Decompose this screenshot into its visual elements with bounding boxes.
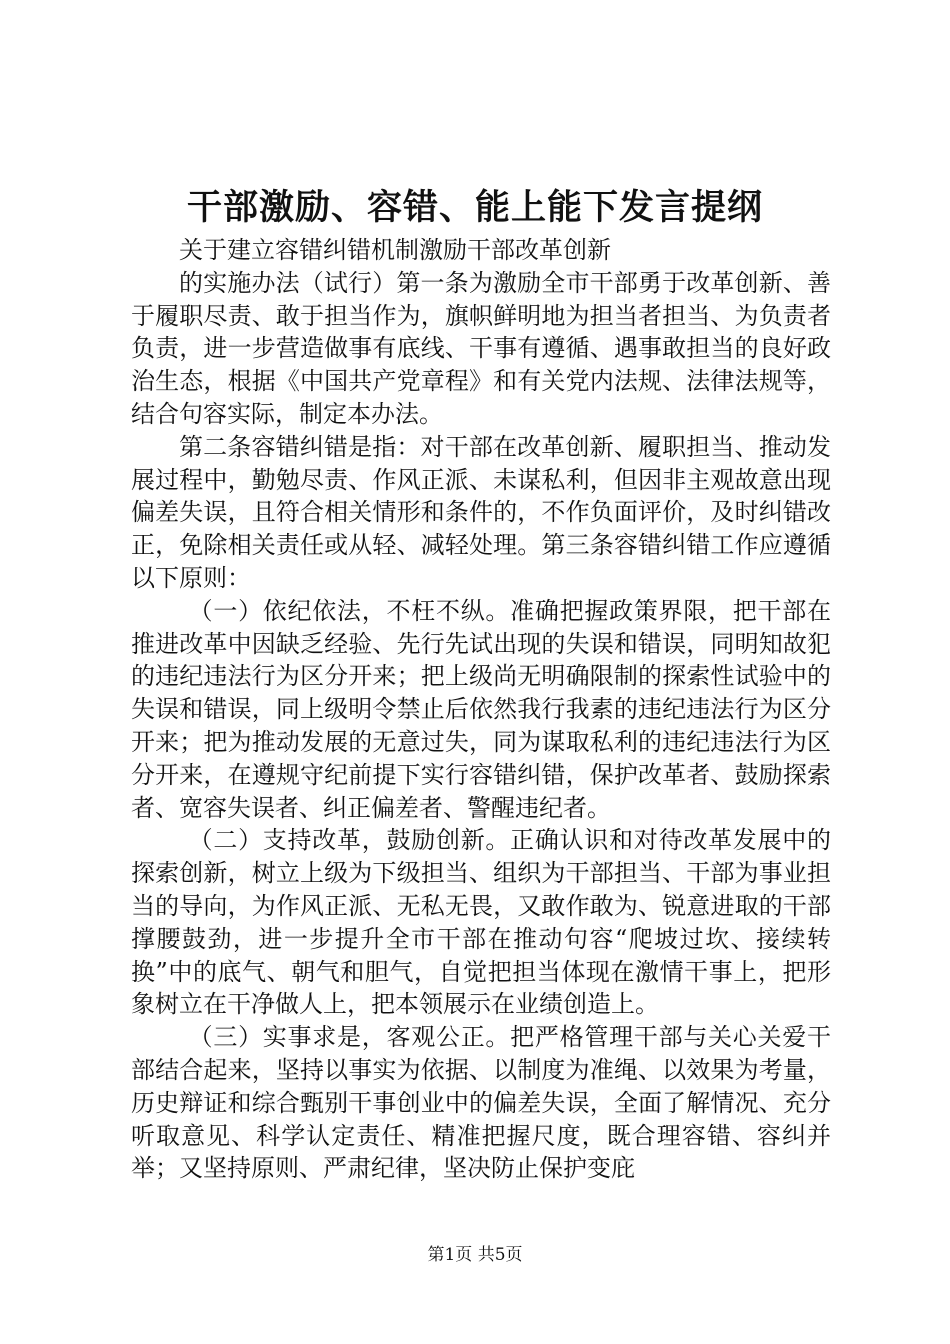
paragraph-heading-line: 关于建立容错纠错机制激励干部改革创新 (179, 236, 611, 264)
document-body (131, 234, 831, 1185)
paragraph-principle-3: （三）实事求是，客观公正。把严格管理干部与关心关爱干部结合起来，坚持以事实为依据、以制度为准绳、以效果为考量，历史辩证和综合甄别干事创业中的偏差失误，全面了解情况、充分听取意见、科学认定责任、精准把握尺度，既合理容错、容纠并举；又坚持原则、严肃纪律，坚决防止保护变庇 (131, 1023, 831, 1183)
document-title: 干部激励、容错、能上能下发言提纲 (186, 187, 763, 228)
paragraph-article-1: 的实施办法（试行）第一条为激励全市干部勇于改革创新、善于履职尽责、敢于担当作为，旗帜鲜明地为担当者担当、为负责者负责，进一步营造做事有底线、干事有遵循、遇事敢担当的良好政治生态，根据《中国共产党章程》和有关党内法规、法律法规等，结合句容实际，制定本办法。 (131, 268, 831, 428)
paragraph-principle-1: （一）依纪依法，不枉不纵。准确把握政策界限，把干部在推进改革中因缺乏经验、先行先试出现的失误和错误，同明知故犯的违纪违法行为区分开来；把上级尚无明确限制的探索性试验中的失误和错误，同上级明令禁止后依然我行我素的违纪违法行为区分开来；把为推动发展的无意过失，同为谋取私利的违纪违法行为区分开来，在遵规守纪前提下实行容错纠错，保护改革者、鼓励探索者、宽容失误者、纠正偏差者、警醒违纪者。 (131, 596, 831, 822)
paragraph-article-2-3: 第二条容错纠错是指：对干部在改革创新、履职担当、推动发展过程中，勤勉尽责、作风正派、未谋私利，但因非主观故意出现偏差失误，且符合相关情形和条件的，不作负面评价，及时纠错改正，免除相关责任或从轻、减轻处理。第三条容错纠错工作应遵循以下原则： (131, 432, 831, 592)
page-number-footer: 第1页 共5页 (427, 1245, 523, 1265)
paragraph-principle-2: （二）支持改革，鼓励创新。正确认识和对待改革发展中的探索创新，树立上级为下级担当、组织为干部担当、干部为事业担当的导向，为作风正派、无私无畏，又敢作敢为、锐意进取的干部撑腰鼓劲，进一步提升全市干部在推动句容“爬坡过坎、接续转换”中的底气、朝气和胆气，自觉把担当体现在激情干事上，把形象树立在干净做人上，把本领展示在业绩创造上。 (131, 826, 831, 1019)
